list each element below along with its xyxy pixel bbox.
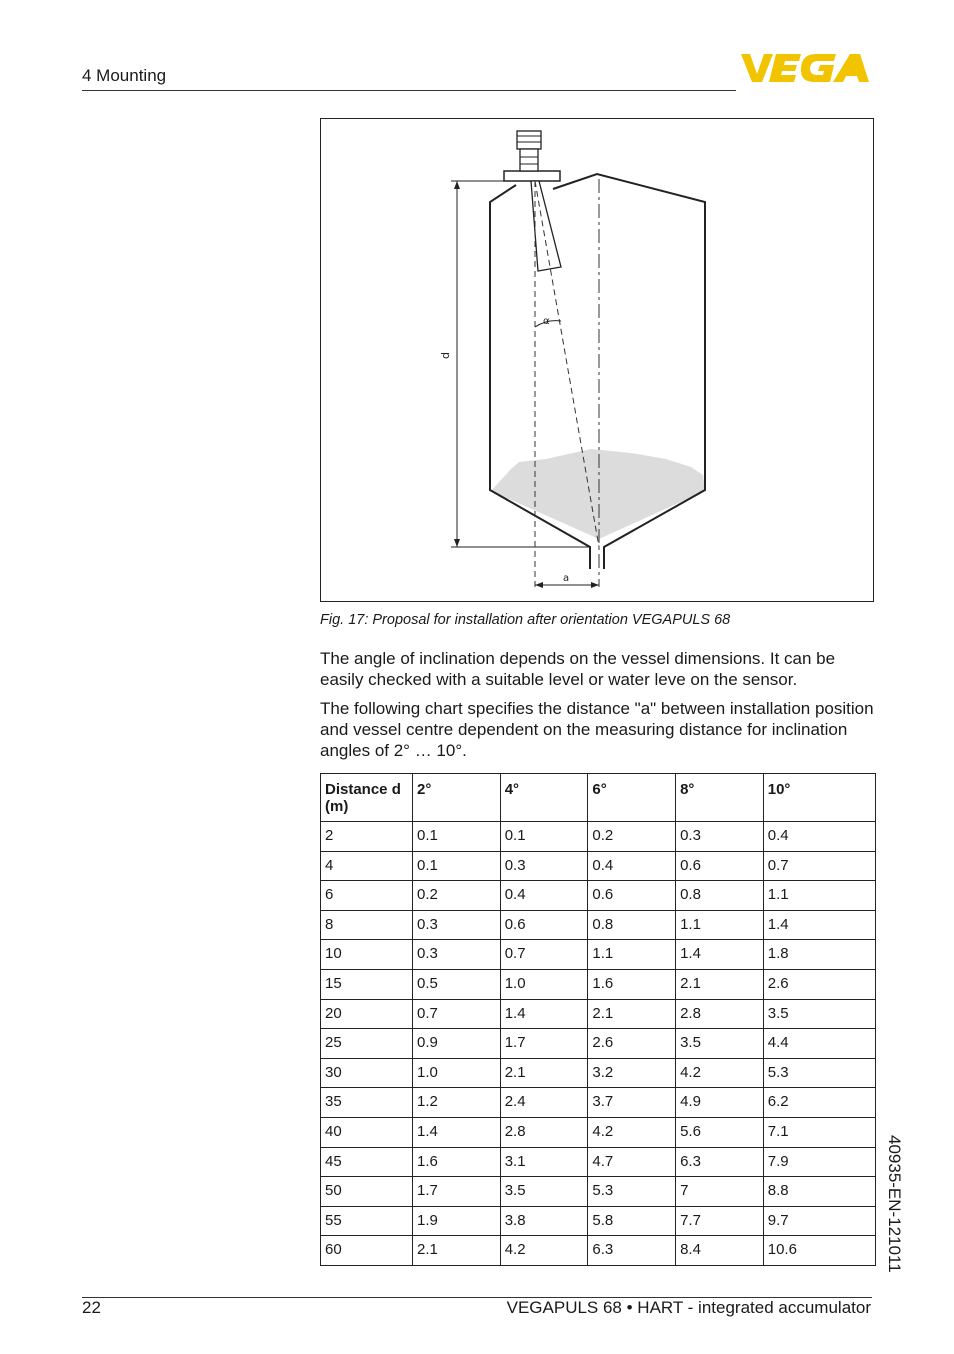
table-header-cell: 2° xyxy=(413,774,501,822)
table-row xyxy=(321,1147,876,1177)
table-cell: 1.7 xyxy=(500,1029,588,1059)
table-row xyxy=(321,881,876,911)
table-cell: 0.3 xyxy=(676,822,764,852)
offset-label: a xyxy=(563,573,570,584)
table-cell: 0.4 xyxy=(588,851,676,881)
sensor-neck xyxy=(520,149,538,171)
table-cell: 4.9 xyxy=(676,1088,764,1118)
material-heap xyxy=(491,449,705,539)
footer-title: VEGAPULS 68 • HART - integrated accumulator xyxy=(506,1298,871,1317)
table-row xyxy=(321,1177,876,1207)
figure-frame xyxy=(320,118,874,602)
table-row xyxy=(321,851,876,881)
table-row xyxy=(321,940,876,970)
table-header-cell: 8° xyxy=(676,774,764,822)
table-cell: 2.1 xyxy=(676,969,764,999)
table-row xyxy=(321,910,876,940)
table-cell: 0.1 xyxy=(413,851,501,881)
table-body xyxy=(321,822,876,1266)
table-cell: 2.6 xyxy=(588,1029,676,1059)
table-cell: 1.4 xyxy=(413,1117,501,1147)
table-row xyxy=(321,1236,876,1266)
table-cell: 1.1 xyxy=(763,881,875,911)
table-cell: 9.7 xyxy=(763,1206,875,1236)
table-cell: 30 xyxy=(321,1058,413,1088)
table-cell: 0.3 xyxy=(413,910,501,940)
section-title: 4 Mounting xyxy=(82,66,167,85)
table-row xyxy=(321,999,876,1029)
angle-label: α xyxy=(543,316,550,327)
table-cell: 8.8 xyxy=(763,1177,875,1207)
table-cell: 5.3 xyxy=(763,1058,875,1088)
table-cell: 1.1 xyxy=(588,940,676,970)
table-cell: 1.0 xyxy=(413,1058,501,1088)
table-cell: 50 xyxy=(321,1177,413,1207)
table-cell: 0.3 xyxy=(500,851,588,881)
table-cell: 0.2 xyxy=(413,881,501,911)
table-cell: 0.6 xyxy=(676,851,764,881)
sensor-housing xyxy=(517,131,541,149)
table-cell: 0.4 xyxy=(500,881,588,911)
table-cell: 5.3 xyxy=(588,1177,676,1207)
table-row xyxy=(321,1029,876,1059)
flange xyxy=(504,171,560,181)
body-paragraph-2: The following chart specifies the distance "a" between installation position and vessel centre dependent on the measuring distance for inclination angles of 2° … 10°. xyxy=(320,699,874,760)
table-cell: 1.6 xyxy=(588,969,676,999)
table-cell: 6 xyxy=(321,881,413,911)
table-row xyxy=(321,969,876,999)
table-cell: 0.8 xyxy=(588,910,676,940)
table-cell: 6.3 xyxy=(588,1236,676,1266)
table-header-cell: 10° xyxy=(763,774,875,822)
vessel-diagram xyxy=(321,119,875,603)
table-cell: 0.6 xyxy=(588,881,676,911)
table-cell: 4.2 xyxy=(588,1117,676,1147)
vega-logo xyxy=(741,52,873,84)
table-cell: 3.8 xyxy=(500,1206,588,1236)
table-cell: 8.4 xyxy=(676,1236,764,1266)
table-cell: 0.6 xyxy=(500,910,588,940)
table-header-cell: 6° xyxy=(588,774,676,822)
table-cell: 2.8 xyxy=(500,1117,588,1147)
header-rule xyxy=(82,90,736,91)
table-cell: 1.4 xyxy=(763,910,875,940)
table-cell: 25 xyxy=(321,1029,413,1059)
table-row xyxy=(321,1117,876,1147)
table-cell: 10 xyxy=(321,940,413,970)
logo-shapes xyxy=(741,54,869,82)
table-cell: 2 xyxy=(321,822,413,852)
table-cell: 1.8 xyxy=(763,940,875,970)
table-cell: 4.2 xyxy=(676,1058,764,1088)
table-cell: 0.5 xyxy=(413,969,501,999)
table-cell: 7.9 xyxy=(763,1147,875,1177)
table-header-cell: 4° xyxy=(500,774,588,822)
table-cell: 3.1 xyxy=(500,1147,588,1177)
table-cell: 2.6 xyxy=(763,969,875,999)
table-cell: 45 xyxy=(321,1147,413,1177)
table-cell: 0.7 xyxy=(500,940,588,970)
table-header-row xyxy=(321,774,876,822)
table-row xyxy=(321,822,876,852)
table-cell: 3.7 xyxy=(588,1088,676,1118)
table-cell: 1.4 xyxy=(676,940,764,970)
table-cell: 0.1 xyxy=(413,822,501,852)
table-cell: 15 xyxy=(321,969,413,999)
table-cell: 4.7 xyxy=(588,1147,676,1177)
table-cell: 0.4 xyxy=(763,822,875,852)
table-cell: 7.7 xyxy=(676,1206,764,1236)
table-cell: 4 xyxy=(321,851,413,881)
table-cell: 1.6 xyxy=(413,1147,501,1177)
table-cell: 0.9 xyxy=(413,1029,501,1059)
table-cell: 0.8 xyxy=(676,881,764,911)
table-cell: 60 xyxy=(321,1236,413,1266)
page-number: 22 xyxy=(82,1298,101,1317)
table-cell: 6.3 xyxy=(676,1147,764,1177)
table-cell: 1.2 xyxy=(413,1088,501,1118)
table-cell: 3.5 xyxy=(763,999,875,1029)
table-cell: 2.4 xyxy=(500,1088,588,1118)
table-cell: 1.4 xyxy=(500,999,588,1029)
body-paragraph-1: The angle of inclination depends on the vessel dimensions. It can be easily checked with a suitable level or water leve on the sensor. xyxy=(320,649,836,689)
table-row xyxy=(321,1088,876,1118)
table-cell: 4.4 xyxy=(763,1029,875,1059)
figure-caption: Fig. 17: Proposal for installation after orientation VEGAPULS 68 xyxy=(320,612,731,628)
table-cell: 3.5 xyxy=(500,1177,588,1207)
table-cell: 1.9 xyxy=(413,1206,501,1236)
table-cell: 2.1 xyxy=(413,1236,501,1266)
table-row xyxy=(321,1058,876,1088)
table-header-cell: Distance d (m) xyxy=(321,774,413,822)
table-cell: 0.1 xyxy=(500,822,588,852)
table-cell: 10.6 xyxy=(763,1236,875,1266)
table-cell: 6.2 xyxy=(763,1088,875,1118)
table-cell: 2.1 xyxy=(588,999,676,1029)
inclination-table xyxy=(320,773,876,1266)
table-cell: 55 xyxy=(321,1206,413,1236)
table-cell: 5.6 xyxy=(676,1117,764,1147)
table-cell: 0.3 xyxy=(413,940,501,970)
table-cell: 20 xyxy=(321,999,413,1029)
table-cell: 3.5 xyxy=(676,1029,764,1059)
table-cell: 7 xyxy=(676,1177,764,1207)
table-cell: 8 xyxy=(321,910,413,940)
table-cell: 7.1 xyxy=(763,1117,875,1147)
table-cell: 2.8 xyxy=(676,999,764,1029)
distance-label: d xyxy=(439,352,452,359)
table-cell: 1.7 xyxy=(413,1177,501,1207)
table-cell: 4.2 xyxy=(500,1236,588,1266)
table-row xyxy=(321,1206,876,1236)
document-code: 40935-EN-121011 xyxy=(885,1135,904,1273)
table-cell: 40 xyxy=(321,1117,413,1147)
table-cell: 2.1 xyxy=(500,1058,588,1088)
table-cell: 35 xyxy=(321,1088,413,1118)
table-cell: 0.2 xyxy=(588,822,676,852)
table-cell: 3.2 xyxy=(588,1058,676,1088)
table-cell: 0.7 xyxy=(763,851,875,881)
table-cell: 1.0 xyxy=(500,969,588,999)
table-cell: 5.8 xyxy=(588,1206,676,1236)
table-cell: 0.7 xyxy=(413,999,501,1029)
table-cell: 1.1 xyxy=(676,910,764,940)
